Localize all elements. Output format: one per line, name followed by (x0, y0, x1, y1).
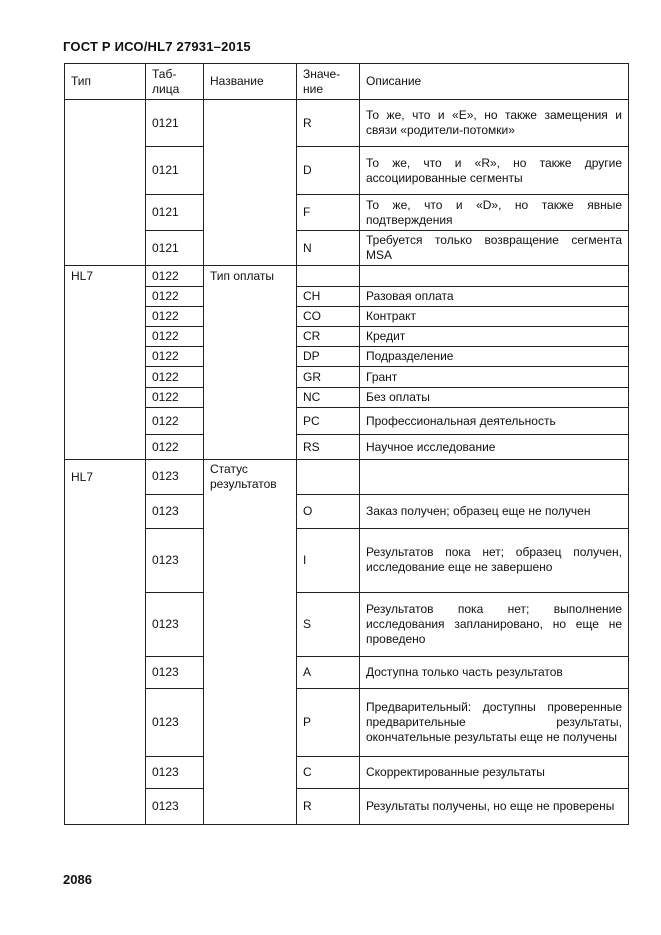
value-cell: DP (297, 347, 360, 367)
type-cell (65, 592, 146, 656)
code-table (64, 63, 629, 825)
name-cell (204, 435, 297, 460)
table-cell: 0123 (146, 688, 204, 756)
value-cell (297, 460, 360, 495)
table-row (65, 327, 629, 347)
description-cell: Грант (360, 367, 629, 388)
table-row (65, 756, 629, 788)
value-cell: S (297, 592, 360, 656)
type-cell (65, 307, 146, 327)
value-cell: PC (297, 408, 360, 435)
value-cell: NC (297, 388, 360, 408)
column-header-name: Название (204, 64, 297, 100)
table-row (65, 266, 629, 287)
description-cell: Результаты получены, но еще не проверены (360, 788, 629, 824)
type-cell (65, 100, 146, 147)
value-cell: C (297, 756, 360, 788)
table-cell: 0122 (146, 287, 204, 307)
description-cell: Заказ получен; образец еще не получен (360, 494, 629, 528)
type-cell (65, 408, 146, 435)
type-cell (65, 195, 146, 231)
type-cell: HL7 (65, 460, 146, 495)
description-cell (360, 460, 629, 495)
type-cell (65, 788, 146, 824)
description-cell: Результатов пока нет; выполнение исследования запланировано, но еще не проведено (360, 592, 629, 656)
value-cell: A (297, 656, 360, 688)
type-cell (65, 147, 146, 195)
table-cell: 0121 (146, 147, 204, 195)
value-cell: I (297, 528, 360, 592)
value-cell: RS (297, 435, 360, 460)
table-row (65, 788, 629, 824)
table-row (65, 147, 629, 195)
name-cell (204, 592, 297, 656)
value-cell: CO (297, 307, 360, 327)
document-header: ГОСТ Р ИСО/HL7 27931–2015 (63, 39, 251, 54)
description-cell: Без оплаты (360, 388, 629, 408)
table-cell: 0122 (146, 347, 204, 367)
table-cell: 0123 (146, 656, 204, 688)
table-row (65, 656, 629, 688)
description-cell: Предварительный: доступны проверенные предварительные результаты, окончательные результаты еще не получены (360, 688, 629, 756)
type-cell (65, 327, 146, 347)
name-cell (204, 528, 297, 592)
table-row (65, 460, 629, 495)
name-cell (204, 408, 297, 435)
description-cell: Разовая оплата (360, 287, 629, 307)
name-cell (204, 347, 297, 367)
value-cell: D (297, 147, 360, 195)
value-cell: N (297, 231, 360, 266)
table-row (65, 494, 629, 528)
name-cell (204, 656, 297, 688)
name-cell: Статус результатов (204, 460, 297, 495)
name-cell (204, 100, 297, 147)
value-cell: CR (297, 327, 360, 347)
description-cell: Требуется только возвращение сегмента MSA (360, 231, 629, 266)
value-cell: R (297, 788, 360, 824)
table-cell: 0122 (146, 307, 204, 327)
type-cell (65, 347, 146, 367)
table-row (65, 408, 629, 435)
value-cell: P (297, 688, 360, 756)
value-cell: GR (297, 367, 360, 388)
type-cell (65, 367, 146, 388)
table-cell: 0122 (146, 388, 204, 408)
description-cell: То же, что и «R», но также другие ассоциированные сегменты (360, 147, 629, 195)
name-cell (204, 307, 297, 327)
name-cell (204, 388, 297, 408)
description-cell: Профессиональная деятельность (360, 408, 629, 435)
table-cell: 0122 (146, 408, 204, 435)
description-cell: Контракт (360, 307, 629, 327)
description-cell: То же, что и «E», но также замещения и связи «родители-потомки» (360, 100, 629, 147)
name-cell: Тип оплаты (204, 266, 297, 287)
description-cell: Кредит (360, 327, 629, 347)
name-cell (204, 367, 297, 388)
table-row (65, 688, 629, 756)
table-row (65, 287, 629, 307)
table-row (65, 231, 629, 266)
name-cell (204, 788, 297, 824)
table-row (65, 347, 629, 367)
description-cell: Научное исследование (360, 435, 629, 460)
type-cell (65, 231, 146, 266)
type-cell: HL7 (65, 266, 146, 287)
name-cell (204, 287, 297, 307)
column-header-table: Таб- лица (146, 64, 204, 100)
table-row (65, 367, 629, 388)
name-cell (204, 195, 297, 231)
description-cell: То же, что и «D», но также явные подтверждения (360, 195, 629, 231)
table-cell: 0122 (146, 266, 204, 287)
description-cell: Подразделение (360, 347, 629, 367)
table-cell: 0123 (146, 788, 204, 824)
table-cell: 0121 (146, 195, 204, 231)
value-cell: R (297, 100, 360, 147)
table-row (65, 307, 629, 327)
table-cell: 0123 (146, 592, 204, 656)
column-header-description: Описание (360, 64, 629, 100)
value-cell: CH (297, 287, 360, 307)
type-cell (65, 688, 146, 756)
type-cell (65, 287, 146, 307)
table-row (65, 528, 629, 592)
description-cell: Доступна только часть результатов (360, 656, 629, 688)
column-header-value: Значе- ние (297, 64, 360, 100)
name-cell (204, 231, 297, 266)
type-cell (65, 656, 146, 688)
type-cell (65, 528, 146, 592)
table-cell: 0121 (146, 231, 204, 266)
description-cell: Скорректированные результаты (360, 756, 629, 788)
type-cell (65, 494, 146, 528)
name-cell (204, 327, 297, 347)
table-row (65, 195, 629, 231)
table-cell: 0121 (146, 100, 204, 147)
table-header-row (65, 64, 629, 100)
value-cell: O (297, 494, 360, 528)
column-header-type: Тип (65, 64, 146, 100)
table-row (65, 100, 629, 147)
table-cell: 0123 (146, 528, 204, 592)
table-body (65, 100, 629, 825)
table-row (65, 435, 629, 460)
type-cell (65, 756, 146, 788)
table-cell: 0122 (146, 435, 204, 460)
table-cell: 0122 (146, 327, 204, 347)
type-cell (65, 388, 146, 408)
table-cell: 0123 (146, 756, 204, 788)
value-cell (297, 266, 360, 287)
type-cell (65, 435, 146, 460)
name-cell (204, 147, 297, 195)
name-cell (204, 688, 297, 756)
description-cell (360, 266, 629, 287)
table-cell: 0123 (146, 494, 204, 528)
page-number: 2086 (63, 872, 92, 887)
name-cell (204, 756, 297, 788)
table-cell: 0123 (146, 460, 204, 495)
table-row (65, 388, 629, 408)
description-cell: Результатов пока нет; образец получен, исследование еще не завершено (360, 528, 629, 592)
value-cell: F (297, 195, 360, 231)
table-cell: 0122 (146, 367, 204, 388)
table-row (65, 592, 629, 656)
name-cell (204, 494, 297, 528)
